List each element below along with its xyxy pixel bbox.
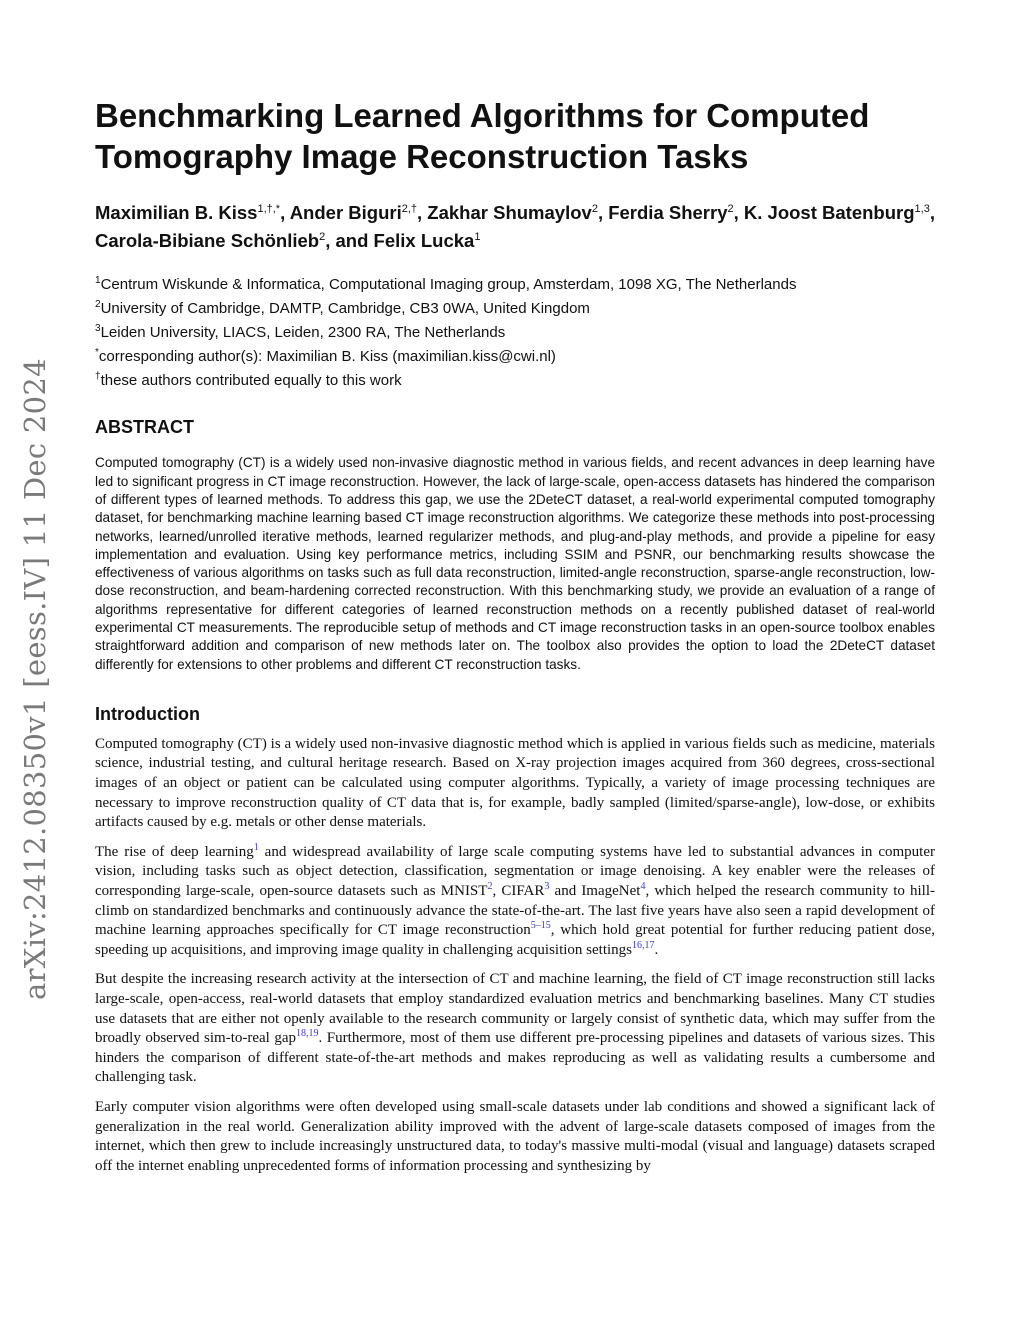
affiliation-mark: 3: [95, 323, 101, 335]
affiliation-item: [95, 343, 935, 367]
author-separator: ,: [597, 202, 609, 224]
affiliation-mark: *: [95, 347, 99, 359]
citation-link[interactable]: 5–15: [530, 920, 551, 932]
author-affil-mark: 1: [474, 231, 481, 244]
citation-link[interactable]: 18,19: [296, 1028, 319, 1040]
paper-page: [95, 95, 935, 1186]
affiliation-mark: 2: [95, 299, 101, 311]
affiliation-item: [95, 295, 935, 319]
paragraph-text: . Furthermore, most of them use different pre-processing pipelines and datasets of various sizes. This hinders the comparison of different state-of-the-art methods and makes reproducing as well as validating results a cumbersome and challenging task.: [95, 1030, 935, 1086]
abstract-heading: ABSTRACT: [95, 417, 194, 438]
author-affil-mark: 2: [319, 231, 326, 244]
author-affil-mark: 1,3: [914, 203, 930, 215]
paragraph-text: The rise of deep learning: [95, 843, 254, 860]
affiliation-text: Centrum Wiskunde & Informatica, Computational Imaging group, Amsterdam, 1098 XG, The Netherlands: [100, 276, 797, 294]
affiliation-text: University of Cambridge, DAMTP, Cambridge, CB3 0WA, United Kingdom: [100, 300, 590, 318]
author-separator: , and: [325, 230, 374, 252]
intro-paragraph-1: Computed tomography (CT) is a widely used non-invasive diagnostic method which is applied in various fields such as medicine, materials science, industrial testing, and cultural heritage research. Based on X-ray projection images acquired from 360 degrees, cross-sectional images of an object or patient can be calculated using computer algorithms. Typically, a variety of image processing techniques are necessary to improve reconstruction quality of CT data that is, for example, badly sampled (limited/sparse-angle), low-dose, or exhibits artifacts caused by e.g. metals or other dense materials.: [95, 735, 935, 831]
author-name: Felix Lucka: [373, 230, 475, 252]
affiliation-item: [95, 271, 935, 295]
author-separator: ,: [417, 202, 428, 224]
affiliation-text: Leiden University, LIACS, Leiden, 2300 RA, The Netherlands: [100, 324, 506, 342]
intro-paragraph-2: [95, 843, 935, 961]
author-name: Ander Biguri: [289, 202, 402, 224]
author-name: K. Joost Batenburg: [743, 202, 915, 224]
affiliation-item: [95, 319, 935, 343]
author-name: Maximilian B. Kiss: [95, 202, 258, 224]
paragraph-text: and ImageNet: [549, 883, 641, 900]
paragraph-text: , which hold great potential for further reducing patient dose, speeding up acquisitions, and improving image quality in challenging acquisition settings: [95, 922, 936, 958]
paragraph-text: But despite the increasing research activity at the intersection of CT and machine learning, the field of CT image reconstruction still lacks large-scale, open-access, real-world datasets that employ standardized evaluation metrics and benchmarking baselines. Many CT studies use datasets that are either not openly available to the research community or largely consist of synthetic data, which may suffer from the broadly observed sim-to-real gap: [95, 971, 935, 1047]
author-affil-mark: 2,†: [401, 203, 418, 215]
citation-link[interactable]: 3: [544, 881, 550, 893]
author-separator: ,: [280, 202, 290, 224]
citation-link[interactable]: 16,17: [632, 939, 655, 951]
affiliation-mark: †: [95, 371, 101, 383]
abstract-body: Computed tomography (CT) is a widely used non-invasive diagnostic method in various fields, and recent advances in deep learning have led to significant progress in CT image reconstruction. However, the lack of large-scale, open-access datasets has hindered the comparison of different types of learned methods. To address this gap, we use the 2DeteCT dataset, a real-world experimental computed tomography dataset, for benchmarking machine learning based CT image reconstruction algorithms. We categorize these methods into post-processing networks, learned/unrolled iterative methods, learned regularizer methods, and plug-and-play methods, and provide a pipeline for easy implementation and evaluation. Using key performance metrics, including SSIM and PSNR, our benchmarking results showcase the effectiveness of various algorithms on tasks such as full data reconstruction, limited-angle reconstruction, sparse-angle reconstruction, low-dose reconstruction, and beam-hardening corrected reconstruction. With this benchmarking study, we provide an evaluation of a range of algorithms representative for different categories of learned reconstruction methods on a recently published dataset of real-world experimental CT measurements. The reproducible setup of methods and CT image reconstruction tasks in an open-source toolbox enables straightforward addition and comparison of new methods later on. The toolbox also provides the option to load the 2DeteCT dataset differently for extensions to other problems and different CT reconstruction tasks.: [95, 455, 935, 672]
citation-link[interactable]: 1: [253, 841, 259, 853]
paragraph-text: .: [654, 941, 659, 958]
author-affil-mark: 2: [591, 203, 598, 215]
paragraph-text: and widespread availability of large scale computing systems have led to substantial advances in computer vision, including tasks such as object detection, classification, segmentation or image denoising. A key enabler were the releases of corresponding large-scale, open-source datasets such as MNIST: [95, 843, 935, 900]
author-name: Ferdia Sherry: [608, 202, 728, 224]
author-name: Carola-Bibiane Schönlieb: [95, 230, 320, 252]
affiliation-item: [95, 367, 935, 391]
citation-link[interactable]: 2: [487, 881, 493, 893]
author-affil-mark: 1,†,*: [257, 203, 281, 215]
paragraph-text: , which helped the research community to hill-climb on standardized benchmarks and continuously advance the state-of-the-art. The last five years have also seen a rapid development of machine learning approaches specifically for CT image reconstruction: [95, 883, 936, 939]
intro-paragraph-4: Early computer vision algorithms were often developed using small-scale datasets under lab conditions and showed a significant lack of generalization in the real world. Generalization ability improved with the advent of large-scale datasets composed of images from the internet, which then grew to include increasingly unstructured data, to today's massive multi-modal (visual and language) datasets scraped off the internet enabling unprecedented forms of information processing and synthesizing by: [95, 1098, 935, 1174]
arxiv-sidebar-stamp: arXiv:2412.08350v1 [eess.IV] 11 Dec 2024: [18, 358, 52, 1000]
intro-paragraph-3: [95, 970, 935, 1088]
affiliation-list: [95, 271, 935, 391]
author-separator: ,: [733, 202, 744, 224]
author-affil-mark: 2: [727, 203, 734, 215]
affiliation-mark: 1: [95, 275, 101, 287]
author-name: Zakhar Shumaylov: [427, 202, 592, 224]
affiliation-text: corresponding author(s): Maximilian B. Kiss (maximilian.kiss@cwi.nl): [98, 348, 556, 366]
author-separator: ,: [929, 202, 935, 224]
affiliation-text: these authors contributed equally to this work: [100, 372, 402, 390]
paper-title: Benchmarking Learned Algorithms for Computed Tomography Image Reconstruction Tasks: [95, 97, 870, 175]
paragraph-text: , CIFAR: [492, 883, 545, 900]
citation-link[interactable]: 4: [640, 881, 646, 893]
introduction-heading: Introduction: [95, 703, 200, 724]
author-list: [95, 197, 935, 253]
